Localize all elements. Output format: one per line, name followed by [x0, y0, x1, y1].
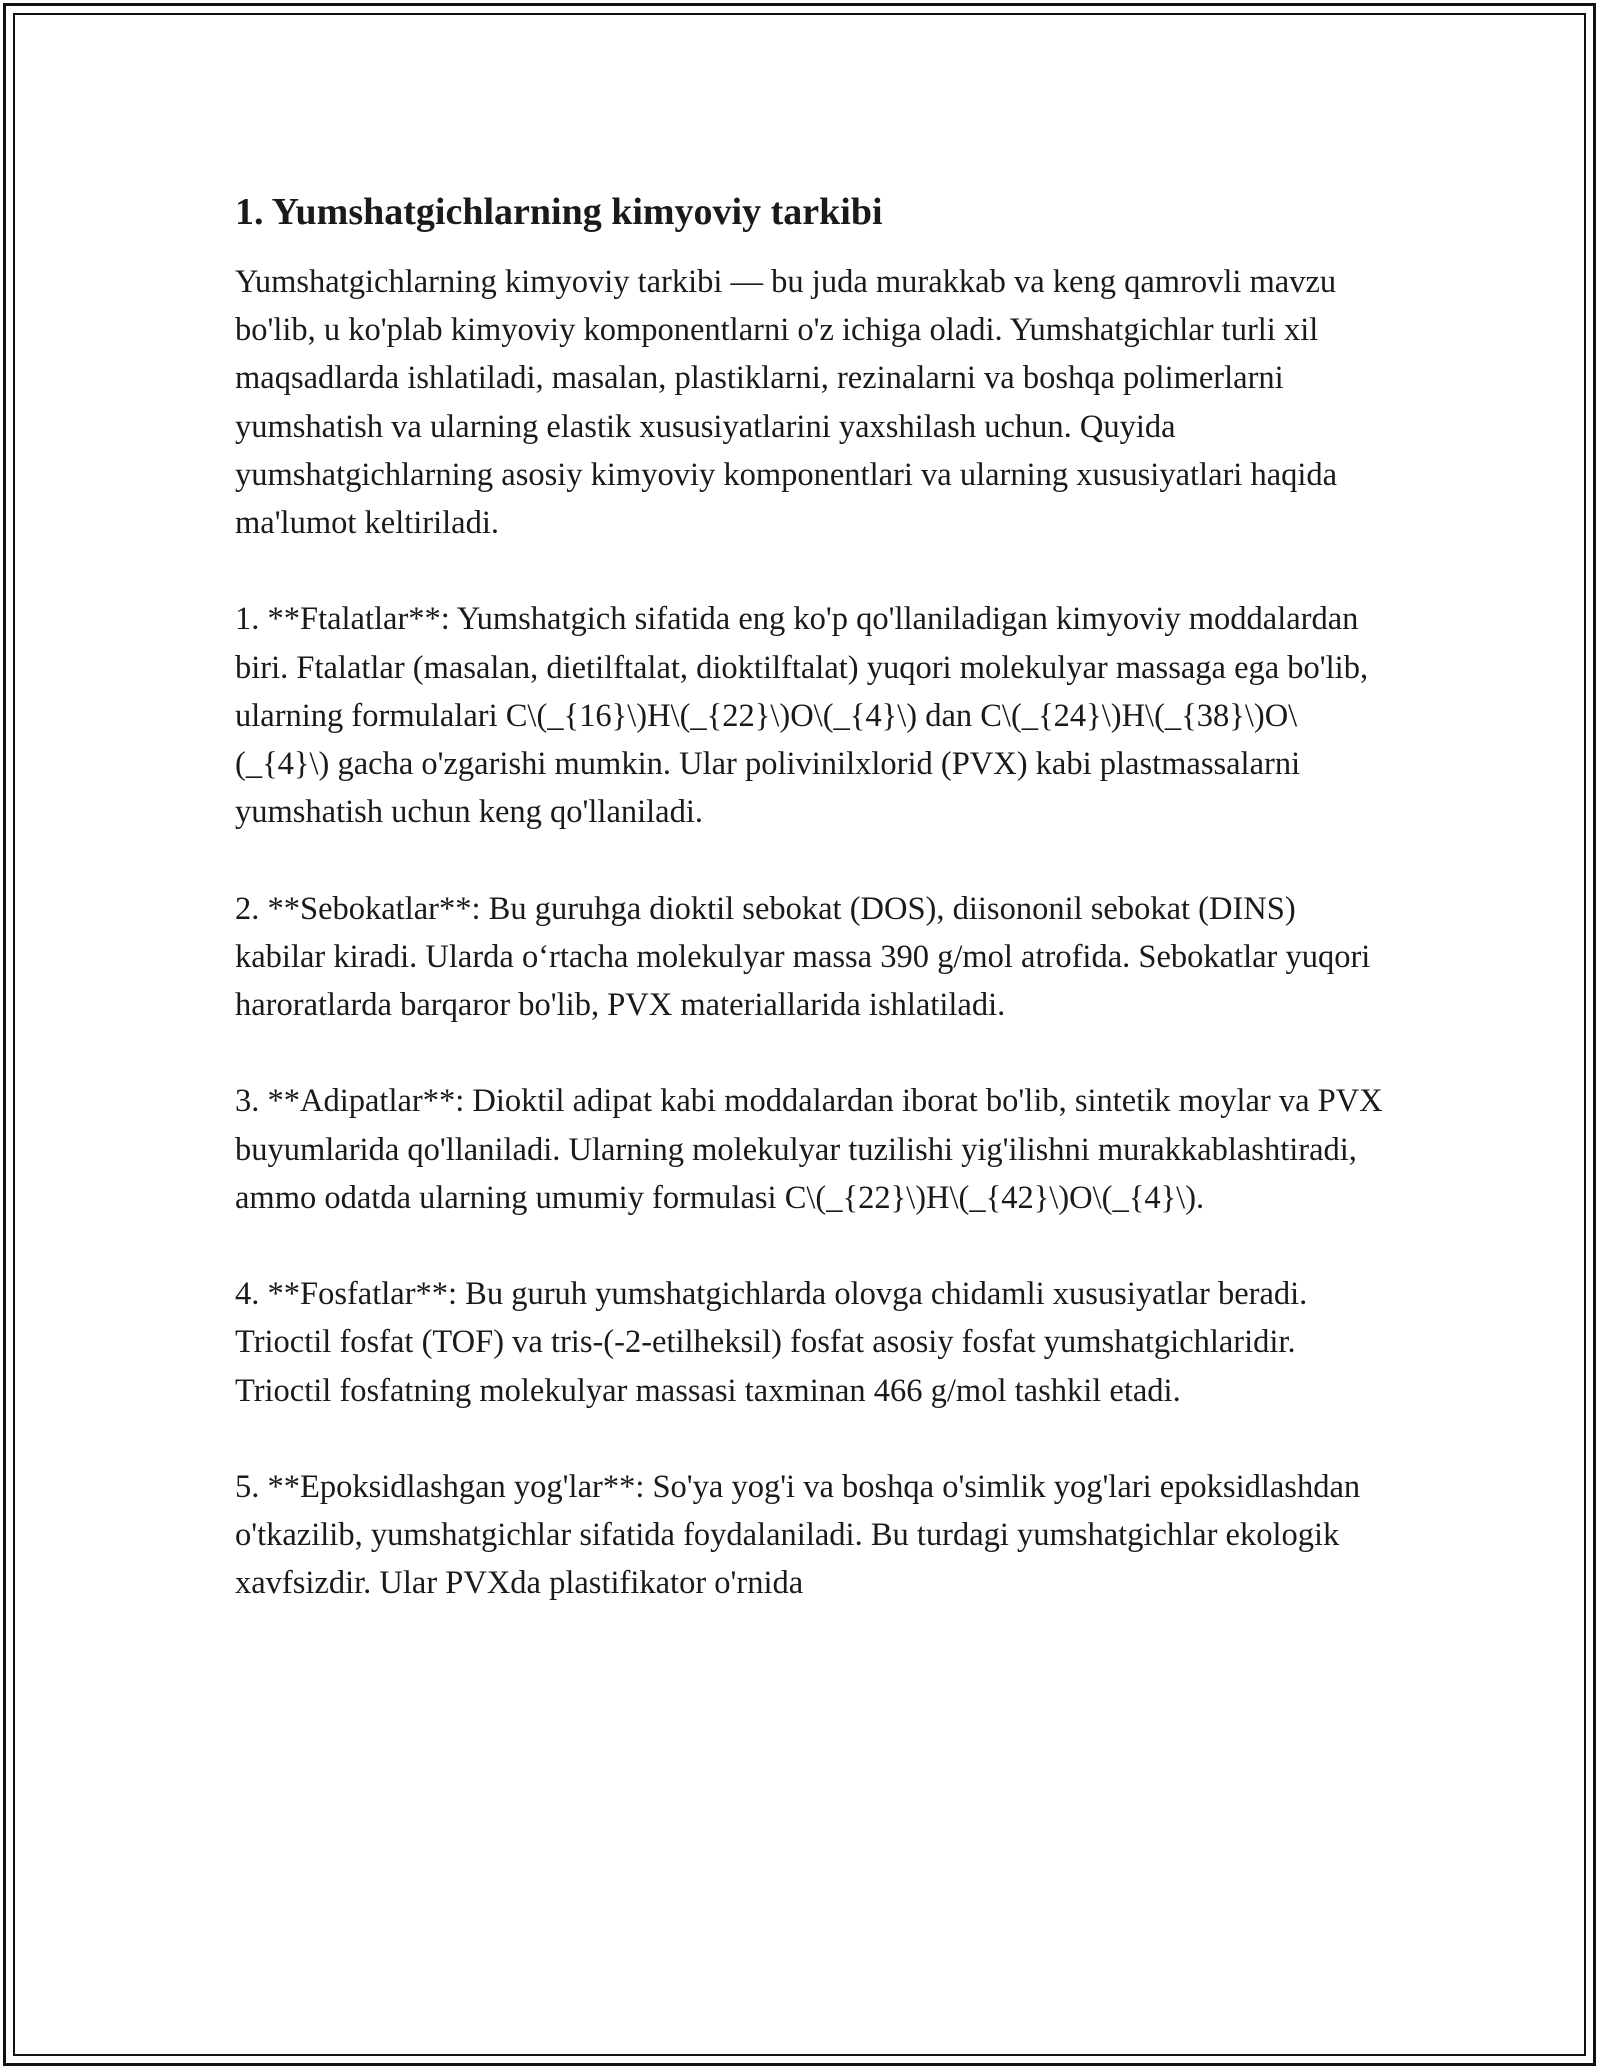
- document-body: [235, 188, 1385, 1656]
- intro-paragraph: Yumshatgichlarning kimyoviy tarkibi — bu juda murakkab va keng qamrovli mavzu bo'lib, u ko'plab kimyoviy komponentlarni o'z ichiga oladi. Yumshatgichlar turli xil maqsadlarda ishlatiladi, masalan, plastiklarni, rezinalarni va boshqa polimerlarni yumshatish va ularning elastik xususiyatlarini yaxshilash uchun. Quyida yumshatgichlarning asosiy kimyoviy komponentlari va ularning xususiyatlari haqida ma'lumot keltiriladi.: [235, 264, 1338, 542]
- paragraph-ftalatlar: 1. **Ftalatlar**: Yumshatgich sifatida eng ko'p qo'llaniladigan kimyoviy moddalardan biri. Ftalatlar (masalan, dietilftalat, dioktilftalat) yuqori molekulyar massaga ega bo'lib, ularning formulalari C\(_{16}\)H\(_{22}\)O\(_{4}\) dan C\(_{24}\)H\(_{38}\)O\(_{4}\) gacha o'zgarishi mumkin. Ular polivinilxlorid (PVX) kabi plastmassalarni yumshatish uchun keng qo'llaniladi.: [235, 601, 1369, 831]
- paragraph-sebokatlar: 2. **Sebokatlar**: Bu guruhga dioktil sebokat (DOS), diisononil sebokat (DINS) kabilar kiradi. Ularda o‘rtacha molekulyar massa 390 g/mol atrofida. Sebokatlar yuqori haroratlarda barqaror bo'lib, PVX materiallarida ishlatiladi.: [235, 890, 1371, 1024]
- section-heading: 1. Yumshatgichlarning kimyoviy tarkibi: [235, 191, 883, 233]
- paragraph-adipatlar: 3. **Adipatlar**: Dioktil adipat kabi moddalardan iborat bo'lib, sintetik moylar va PVX buyumlarida qo'llaniladi. Ularning molekulyar tuzilishi yig'ilishni murakkablashtiradi, ammo odatda ularning umumiy formulasi C\(_{22}\)H\(_{42}\)O\(_{4}\).: [235, 1083, 1383, 1216]
- paragraph-epoksidlashgan-yoglar: 5. **Epoksidlashgan yog'lar**: So'ya yog'i va boshqa o'simlik yog'lari epoksidlashdan o'tkazilib, yumshatgichlar sifatida foydalaniladi. Bu turdagi yumshatgichlar ekologik xavfsizdir. Ular PVXda plastifikator o'rnida: [235, 1469, 1361, 1602]
- paragraph-fosfatlar: 4. **Fosfatlar**: Bu guruh yumshatgichlarda olovga chidamli xususiyatlar beradi. Trioctil fosfat (TOF) va tris-(-2-etilheksil) fosfat asosiy fosfat yumshatgichlaridir. Trioctil fosfatning molekulyar massasi taxminan 466 g/mol tashkil etadi.: [235, 1276, 1308, 1409]
